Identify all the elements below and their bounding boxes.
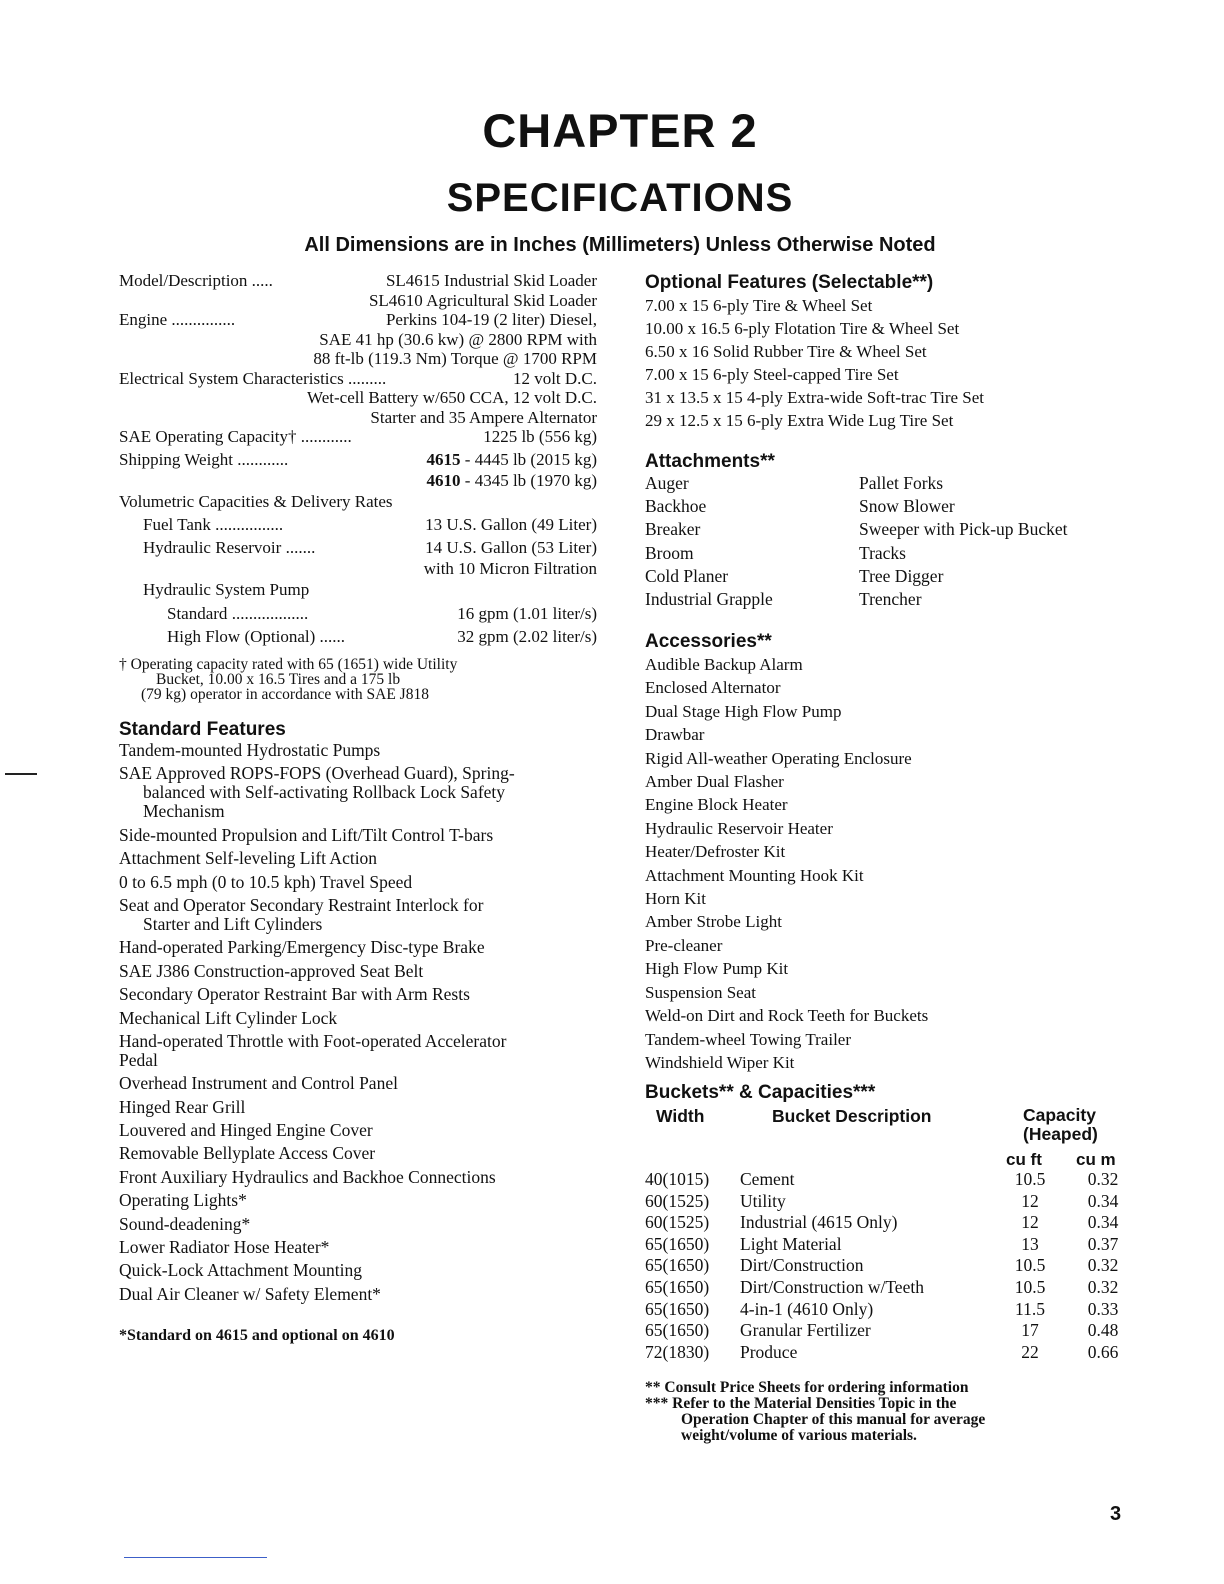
bucket-description: Dirt/Construction w/Teeth (740, 1276, 924, 1297)
margin-mark (5, 773, 37, 775)
list-item: 7.00 x 15 6-ply Steel-capped Tire Set (645, 365, 899, 384)
attachment-item: Cold Planer (645, 565, 729, 586)
list-item (119, 938, 599, 957)
bucket-description: Granular Fertilizer (740, 1320, 871, 1341)
bucket-width: 65(1650) (645, 1320, 710, 1341)
capacity-cu-m: 0.37 (1087, 1233, 1119, 1254)
bucket-width: 65(1650) (645, 1276, 710, 1297)
feature-text: Tandem-mounted Hydrostatic Pumps (119, 740, 381, 760)
spec-value: 13 U.S. Gallon (49 Liter) (425, 515, 597, 534)
list-item (119, 1168, 599, 1187)
capacity-cu-ft: 17 (1021, 1320, 1039, 1341)
feature-text: Front Auxiliary Hydraulics and Backhoe Connections (119, 1166, 496, 1187)
list-item: 10.00 x 16.5 6-ply Flotation Tire & Wheel Set (645, 319, 960, 338)
spec-value: 32 gpm (2.02 liter/s) (457, 627, 597, 646)
bucket-description: Light Material (740, 1233, 842, 1254)
bucket-width: 65(1650) (645, 1255, 710, 1276)
bucket-width: 65(1650) (645, 1233, 710, 1254)
chapter-heading: CHAPTER 2 (482, 104, 758, 157)
footnote-line: Bucket, 10.00 x 16.5 Tires and a 175 lb (156, 671, 401, 688)
standard-features-heading: Standard Features (119, 719, 286, 740)
attachment-row (645, 473, 1125, 496)
table-row (645, 1299, 1125, 1321)
spec-row-capacity (119, 427, 597, 450)
feature-text: Hand-operated Throttle with Foot-operated Accelerator (119, 1030, 507, 1051)
list-item: Hydraulic Reservoir Heater (645, 818, 833, 838)
list-item: Windshield Wiper Kit (645, 1052, 795, 1072)
feature-text: SAE J386 Construction-approved Seat Belt (119, 960, 424, 981)
spec-row-model-cont (119, 291, 597, 311)
spec-row-standard-pump (119, 604, 597, 627)
bucket-width: 60(1525) (645, 1212, 710, 1233)
feature-text: Seat and Operator Secondary Restraint Interlock for (119, 894, 484, 915)
optional-features-heading: Optional Features (Selectable**) (645, 272, 934, 293)
spec-row-model (119, 271, 597, 291)
attachment-item: Snow Blower (859, 496, 955, 517)
spec-label: Model/Description ..... (119, 271, 273, 290)
feature-text-continued: balanced with Self-activating Rollback Lock Safety (143, 782, 506, 803)
capacity-cu-ft: 10.5 (1014, 1276, 1046, 1297)
spec-label: Hydraulic System Pump (143, 580, 310, 599)
attachment-item: Pallet Forks (859, 473, 944, 493)
attachment-item: Industrial Grapple (645, 588, 773, 609)
bucket-description: Produce (740, 1341, 798, 1362)
list-item (119, 1121, 599, 1140)
list-item (119, 962, 599, 981)
page-number: 3 (1110, 1503, 1122, 1525)
feature-text: Removable Bellyplate Access Cover (119, 1143, 376, 1164)
spec-label: SAE Operating Capacity† ............ (119, 427, 352, 446)
spec-label: Fuel Tank ................ (143, 515, 284, 534)
spec-label: Shipping Weight ............ (119, 450, 289, 469)
attachment-item: Tree Digger (859, 565, 944, 586)
feature-text: Overhead Instrument and Control Panel (119, 1073, 398, 1094)
list-item: Dual Stage High Flow Pump (645, 701, 842, 721)
spec-row-engine-cont (119, 349, 597, 369)
spec-row-reservoir (119, 538, 597, 559)
spec-value: SL4615 Industrial Skid Loader (385, 271, 597, 290)
spec-row-volumetric (119, 492, 597, 515)
spec-value: 14 U.S. Gallon (53 Liter) (425, 538, 597, 557)
table-row (645, 1234, 1125, 1256)
spec-row-pump (119, 580, 597, 604)
feature-text-continued: Starter and Lift Cylinders (143, 913, 323, 934)
capacity-cu-ft: 10.5 (1014, 1255, 1046, 1276)
bucket-width: 65(1650) (645, 1298, 710, 1319)
standard-features-list (119, 741, 599, 1308)
bucket-description: Cement (740, 1169, 795, 1189)
feature-text: Attachment Self-leveling Lift Action (119, 848, 378, 869)
spec-value: 88 ft-lb (119.3 Nm) Torque @ 1700 RPM (313, 349, 597, 368)
list-item (119, 1285, 599, 1304)
spec-label: High Flow (Optional) ...... (167, 627, 346, 646)
spec-value: Starter and 35 Ampere Alternator (370, 407, 597, 427)
spec-row-electrical-cont (119, 408, 597, 428)
capacity-cu-ft: 13 (1021, 1233, 1039, 1254)
spec-row-electrical-cont (119, 388, 597, 408)
column-header-cu-ft: cu ft (1006, 1150, 1042, 1169)
capacity-cu-m: 0.32 (1087, 1255, 1119, 1276)
list-item (119, 1215, 599, 1234)
page-title: SPECIFICATIONS (446, 176, 794, 220)
spec-value: 1225 lb (556 kg) (483, 427, 597, 446)
list-item: Amber Strobe Light (645, 912, 782, 932)
list-item (119, 1098, 599, 1117)
feature-text: Quick-Lock Attachment Mounting (119, 1260, 363, 1281)
spec-value: Perkins 104-19 (2 liter) Diesel, (385, 310, 597, 329)
list-item: Weld-on Dirt and Rock Teeth for Buckets (645, 1006, 929, 1026)
note-line: ** Consult Price Sheets for ordering information (645, 1379, 969, 1396)
capacity-cu-m: 0.34 (1087, 1190, 1119, 1211)
spec-label: Standard .................. (167, 604, 309, 623)
spec-value: Wet-cell Battery w/650 CCA, 12 volt D.C. (307, 388, 597, 407)
capacity-footnote (119, 657, 589, 702)
spec-label: Engine ............... (119, 310, 236, 329)
capacity-cu-m: 0.33 (1087, 1298, 1119, 1319)
column-header-cu-m: cu m (1076, 1150, 1116, 1169)
list-item: Drawbar (645, 725, 705, 745)
standard-features-note: *Standard on 4615 and optional on 4610 (119, 1327, 395, 1344)
attachment-item: Broom (645, 542, 694, 563)
spec-row-highflow-pump (119, 627, 597, 650)
spec-row-shipping-cont (119, 471, 597, 492)
feature-text: Dual Air Cleaner w/ Safety Element* (119, 1283, 381, 1304)
spec-block (119, 271, 597, 650)
list-item: Tandem-wheel Towing Trailer (645, 1029, 851, 1049)
table-row (645, 1191, 1125, 1213)
list-item: Horn Kit (645, 889, 706, 909)
feature-text: 0 to 6.5 mph (0 to 10.5 kph) Travel Speed (119, 871, 413, 892)
list-item (119, 1261, 599, 1280)
buckets-heading: Buckets** & Capacities*** (645, 1082, 876, 1103)
feature-text: SAE Approved ROPS-FOPS (Overhead Guard), Spring- (119, 763, 515, 784)
spec-value: 12 volt D.C. (512, 368, 597, 388)
list-item (119, 826, 599, 845)
list-item: Heater/Defroster Kit (645, 842, 786, 862)
table-row (645, 1255, 1125, 1277)
attachment-row (645, 519, 1125, 542)
dimensions-note: All Dimensions are in Inches (Millimeters) Unless Otherwise Noted (304, 234, 936, 256)
table-row (645, 1342, 1125, 1364)
bucket-description: Industrial (4615 Only) (740, 1212, 898, 1233)
list-item (119, 1238, 599, 1257)
bucket-width: 72(1830) (645, 1341, 710, 1362)
spec-row-shipping (119, 450, 597, 471)
attachment-row (645, 589, 1125, 612)
capacity-cu-ft: 12 (1021, 1212, 1039, 1233)
capacity-cu-m: 0.32 (1087, 1169, 1119, 1189)
column-header-description: Bucket Description (772, 1106, 932, 1126)
capacity-cu-m: 0.66 (1087, 1341, 1119, 1362)
capacity-cu-m: 0.32 (1087, 1276, 1119, 1297)
table-row (645, 1169, 1125, 1191)
note-line: Operation Chapter of this manual for average (681, 1411, 986, 1428)
list-item: 7.00 x 15 6-ply Tire & Wheel Set (645, 296, 873, 315)
accessories-list (645, 653, 928, 1074)
table-row (645, 1320, 1125, 1342)
list-item (119, 849, 599, 868)
attachment-item: Backhoe (645, 496, 707, 517)
list-item (119, 1144, 599, 1163)
list-item (119, 873, 599, 892)
spec-row-fuel (119, 515, 597, 538)
spec-row-electrical (119, 369, 597, 389)
attachment-item: Auger (645, 473, 689, 493)
feature-text: Hinged Rear Grill (119, 1096, 246, 1117)
feature-text: Secondary Operator Restraint Bar with Arm Rests (119, 984, 470, 1005)
attachments-list (645, 473, 1125, 612)
note-line: *** Refer to the Material Densities Topic in the (645, 1395, 957, 1412)
note-line: weight/volume of various materials. (681, 1427, 917, 1444)
attachment-item: Sweeper with Pick-up Bucket (859, 519, 1068, 540)
spec-value: 16 gpm (1.01 liter/s) (457, 604, 597, 623)
spec-label: Hydraulic Reservoir ....... (143, 538, 316, 557)
attachment-item: Trencher (859, 588, 922, 609)
capacity-cu-ft: 22 (1021, 1341, 1039, 1362)
spec-label: Volumetric Capacities & Delivery Rates (119, 492, 393, 511)
list-item: 29 x 12.5 x 15 6-ply Extra Wide Lug Tire Set (645, 411, 954, 430)
feature-text-continued: Mechanism (143, 801, 225, 822)
bucket-description: 4-in-1 (4610 Only) (740, 1298, 874, 1319)
list-item: Rigid All-weather Operating Enclosure (645, 748, 912, 768)
column-header-width: Width (656, 1106, 705, 1126)
attachment-row (645, 543, 1125, 566)
list-item: Pre-cleaner (645, 935, 723, 955)
footnote-line: † Operating capacity rated with 65 (1651) wide Utility (119, 656, 458, 673)
list-item: 6.50 x 16 Solid Rubber Tire & Wheel Set (645, 342, 927, 361)
feature-text: Mechanical Lift Cylinder Lock (119, 1007, 338, 1028)
bucket-description: Utility (740, 1190, 786, 1211)
capacity-cu-m: 0.48 (1087, 1320, 1119, 1341)
list-item: Attachment Mounting Hook Kit (645, 865, 864, 885)
list-item (119, 896, 599, 934)
feature-text: Hand-operated Parking/Emergency Disc-type Brake (119, 937, 485, 958)
table-row (645, 1277, 1125, 1299)
spec-value: SAE 41 hp (30.6 kw) @ 2800 RPM with (319, 329, 597, 349)
list-item (119, 1191, 599, 1210)
optional-features-list (645, 294, 984, 432)
list-item (119, 764, 599, 821)
capacity-header-line: Capacity (1023, 1105, 1096, 1125)
list-item: 31 x 13.5 x 15 4-ply Extra-wide Soft-trac Tire Set (645, 388, 985, 407)
attachments-heading: Attachments** (645, 451, 775, 472)
list-item: Enclosed Alternator (645, 678, 781, 698)
list-item: High Flow Pump Kit (645, 959, 789, 979)
feature-text: Sound-deadening* (119, 1213, 251, 1234)
spec-row-engine (119, 310, 597, 330)
spec-value: 4610 - 4345 lb (1970 kg) (426, 471, 597, 490)
spec-row-reservoir-cont (119, 559, 597, 580)
capacity-cu-ft: 10.5 (1014, 1169, 1046, 1189)
list-item (119, 1009, 599, 1028)
feature-text: Side-mounted Propulsion and Lift/Tilt Control T-bars (119, 824, 494, 845)
attachment-row (645, 566, 1125, 589)
buckets-table (645, 1169, 1125, 1363)
list-item (119, 1074, 599, 1093)
list-item (119, 1032, 599, 1070)
list-item (119, 741, 599, 760)
capacity-cu-ft: 11.5 (1015, 1298, 1045, 1319)
bottom-rule (124, 1557, 267, 1558)
spec-value: with 10 Micron Filtration (423, 559, 597, 578)
bucket-width: 60(1525) (645, 1190, 710, 1211)
table-row (645, 1212, 1125, 1234)
list-item: Engine Block Heater (645, 795, 788, 815)
bucket-width: 40(1015) (645, 1169, 710, 1189)
list-item: Suspension Seat (645, 982, 756, 1002)
feature-text: Operating Lights* (119, 1190, 247, 1211)
feature-text: Louvered and Hinged Engine Cover (119, 1120, 373, 1141)
accessories-heading: Accessories** (645, 631, 772, 652)
spec-label: Electrical System Characteristics ......... (119, 368, 387, 388)
capacity-cu-m: 0.34 (1087, 1212, 1119, 1233)
attachment-item: Tracks (859, 542, 906, 563)
list-item: Amber Dual Flasher (645, 772, 784, 792)
feature-text: Lower Radiator Hose Heater* (119, 1237, 330, 1258)
footnote-line: (79 kg) operator in accordance with SAE J818 (141, 686, 429, 703)
capacity-header-line: (Heaped) (1023, 1124, 1098, 1144)
list-item (119, 985, 599, 1004)
capacity-cu-ft: 12 (1021, 1190, 1039, 1211)
attachment-item: Breaker (645, 519, 701, 540)
ordering-notes (645, 1380, 1115, 1444)
attachment-row (645, 496, 1125, 519)
column-header-capacity (1023, 1106, 1098, 1144)
bucket-description: Dirt/Construction (740, 1255, 864, 1276)
spec-value: SL4610 Agricultural Skid Loader (368, 290, 597, 310)
feature-text-continued: Pedal (119, 1049, 158, 1070)
spec-value: 4615 - 4445 lb (2015 kg) (426, 450, 597, 469)
list-item: Audible Backup Alarm (645, 655, 803, 674)
spec-row-engine-cont (119, 330, 597, 350)
